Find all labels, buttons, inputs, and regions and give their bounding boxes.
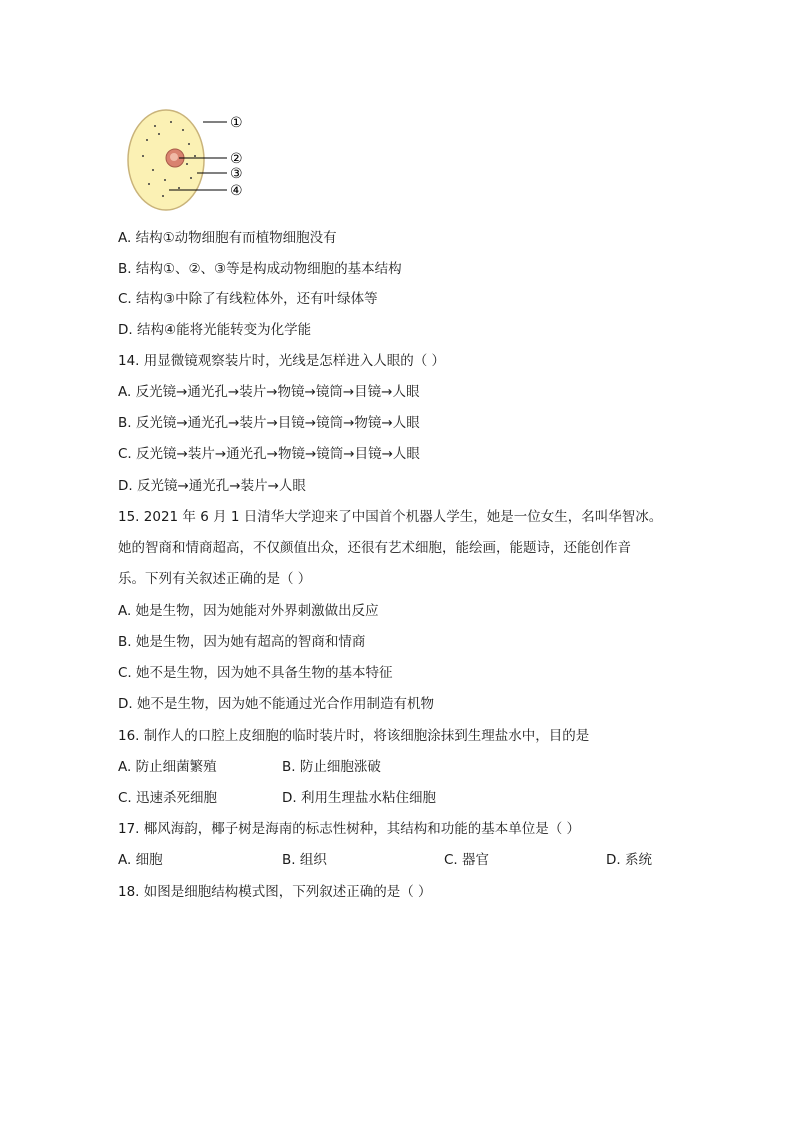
q13-option-b: B. 结构①、②、③等是构成动物细胞的基本结构 xyxy=(118,261,402,277)
q13-option-a: A. 结构①动物细胞有而植物细胞没有 xyxy=(118,230,337,246)
q13-option-d: D. 结构④能将光能转变为化学能 xyxy=(118,322,312,338)
q16-option-a: A. 防止细菌繁殖 xyxy=(118,759,217,775)
label-3: ③ xyxy=(230,166,243,182)
q17-option-a: A. 细胞 xyxy=(118,852,163,868)
animal-cell-diagram xyxy=(125,104,265,216)
q15-option-b: B. 她是生物，因为她有超高的智商和情商 xyxy=(118,634,366,650)
q15-option-c: C. 她不是生物，因为她不具备生物的基本特征 xyxy=(118,665,393,681)
q14-option-d: D. 反光镜→通光孔→装片→人眼 xyxy=(118,478,306,494)
q18-stem: 18. 如图是细胞结构模式图，下列叙述正确的是（ ） xyxy=(118,884,432,900)
nucleus-core xyxy=(170,153,178,161)
q15-stem-line-1: 15. 2021 年 6 月 1 日清华大学迎来了中国首个机器人学生，她是一位女生，名叫华智冰。 xyxy=(118,509,663,525)
q14-option-c: C. 反光镜→装片→通光孔→物镜→镜筒→目镜→人眼 xyxy=(118,446,420,462)
q17-option-b: B. 组织 xyxy=(282,852,327,868)
label-4: ④ xyxy=(230,183,243,199)
q15-option-d: D. 她不是生物，因为她不能通过光合作用制造有机物 xyxy=(118,696,434,712)
q17-stem: 17. 椰风海韵，椰子树是海南的标志性树种，其结构和功能的基本单位是（ ） xyxy=(118,821,581,837)
q15-stem-line-2: 她的智商和情商超高，不仅颜值出众，还很有艺术细胞，能绘画，能题诗，还能创作音 xyxy=(118,540,631,556)
q15-stem-line-3: 乐。下列有关叙述正确的是（ ） xyxy=(118,571,312,587)
q16-option-c: C. 迅速杀死细胞 xyxy=(118,790,218,806)
q15-option-a: A. 她是生物，因为她能对外界刺激做出反应 xyxy=(118,603,379,619)
q17-option-d: D. 系统 xyxy=(606,852,652,868)
q14-stem: 14. 用显微镜观察装片时，光线是怎样进入人眼的（ ） xyxy=(118,353,446,369)
label-2: ② xyxy=(230,151,243,167)
q16-stem: 16. 制作人的口腔上皮细胞的临时装片时，将该细胞涂抹到生理盐水中，目的是 xyxy=(118,728,590,744)
label-1: ① xyxy=(230,115,243,131)
q14-option-b: B. 反光镜→通光孔→装片→目镜→镜筒→物镜→人眼 xyxy=(118,415,420,431)
q17-option-c: C. 器官 xyxy=(444,852,490,868)
q16-option-b: B. 防止细胞涨破 xyxy=(282,759,381,775)
q14-option-a: A. 反光镜→通光孔→装片→物镜→镜筒→目镜→人眼 xyxy=(118,384,420,400)
q16-option-d: D. 利用生理盐水粘住细胞 xyxy=(282,790,436,806)
q13-option-c: C. 结构③中除了有线粒体外，还有叶绿体等 xyxy=(118,291,378,307)
